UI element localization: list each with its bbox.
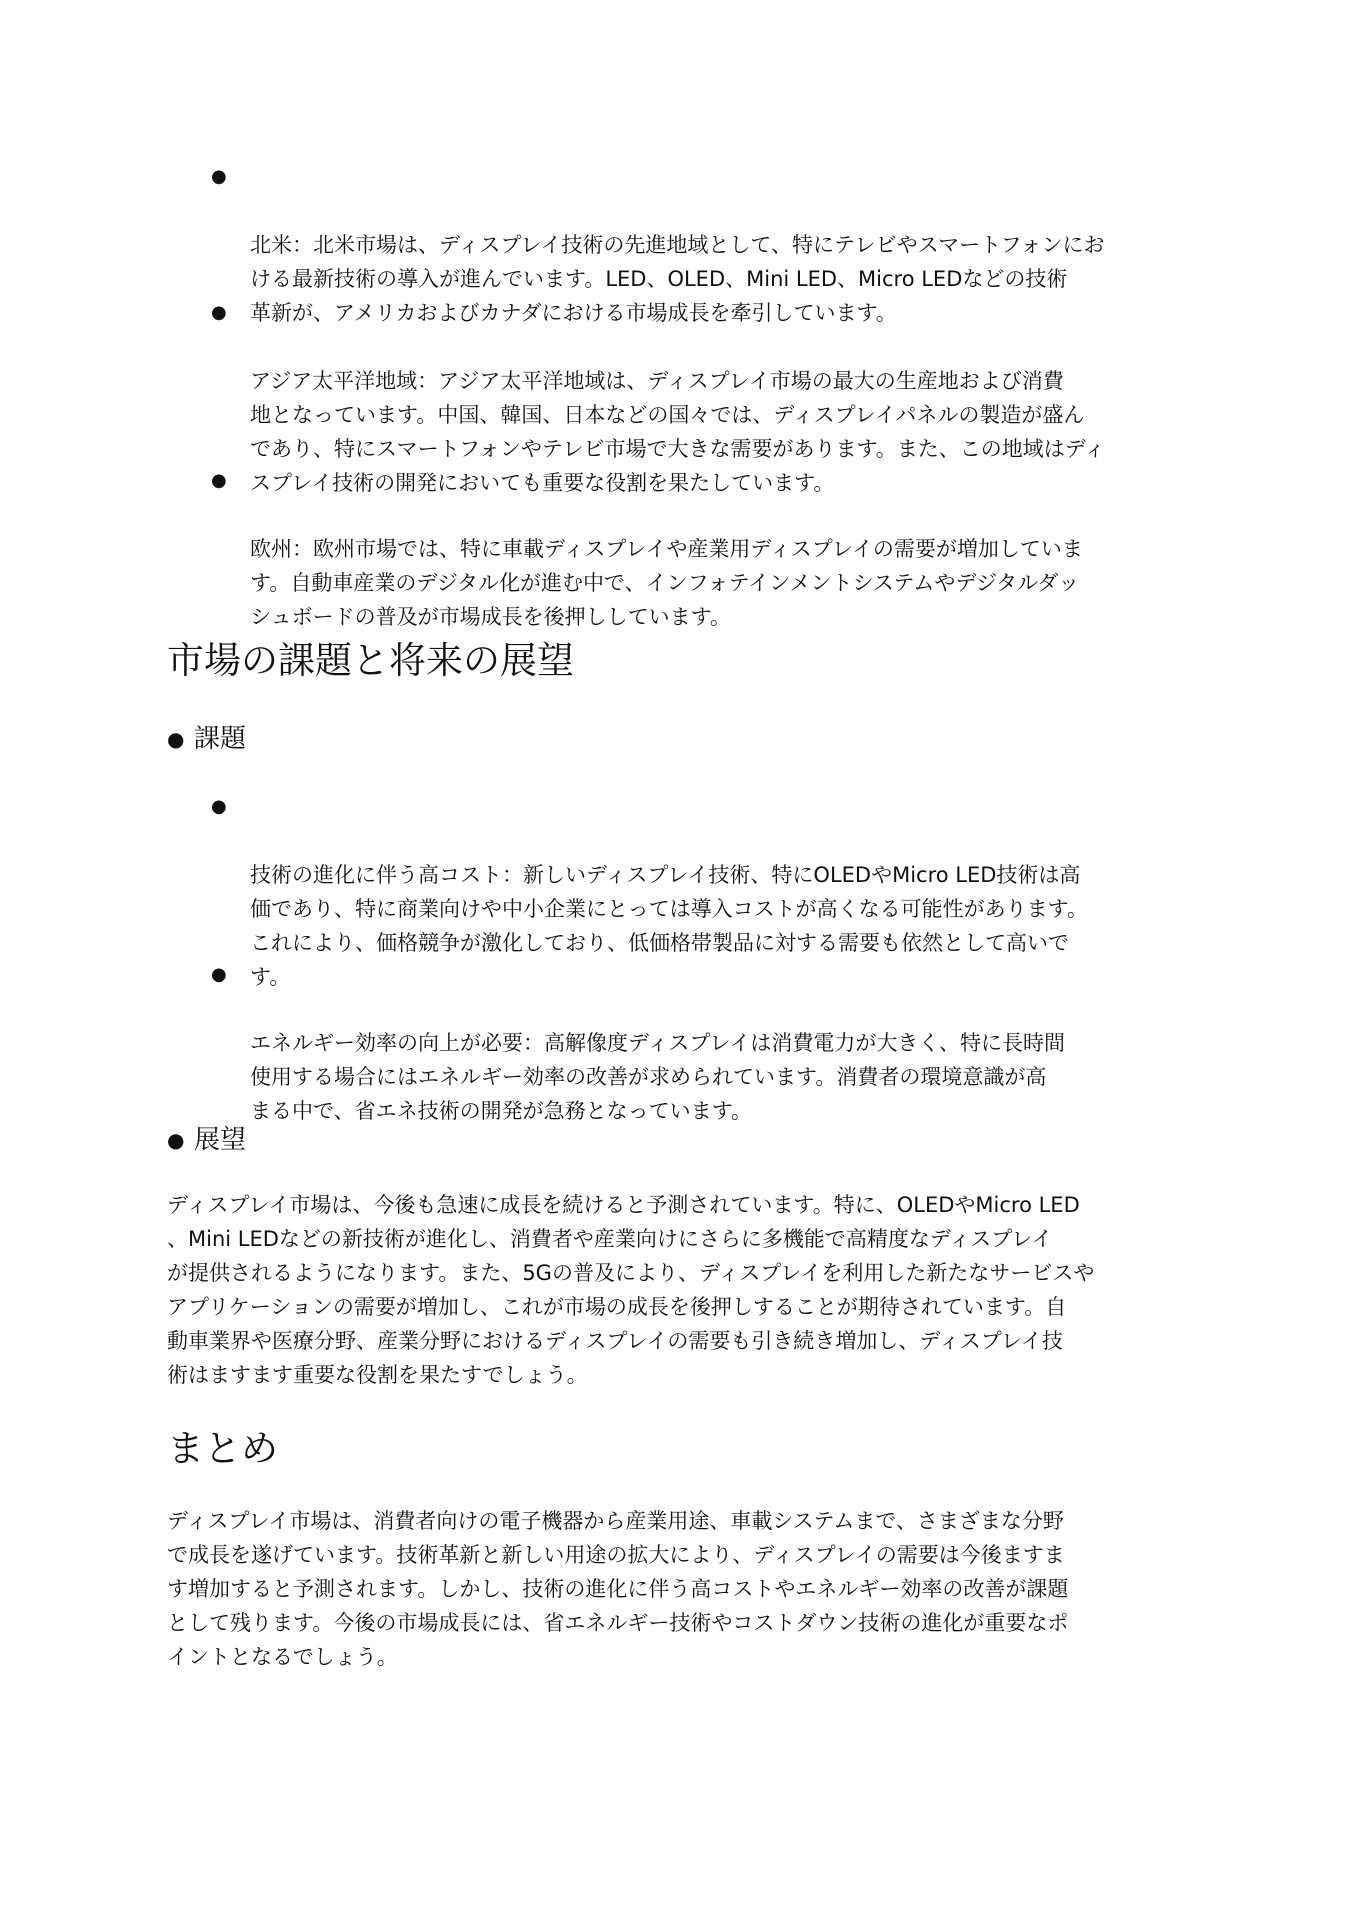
region-bullet-europe	[167, 464, 1285, 634]
region-text: アジア太平洋地域：アジア太平洋地域は、ディスプレイ市場の最大の生産地および消費 地となっています。中国、韓国、日本などの国々では、ディスプレイパネルの製造が盛ん であり、特にスマートフォンやテレビ市場で大きな需要があります。また、この地域はディ スプレイ技術の開発においても重要な役割を果たしています。	[250, 369, 1106, 495]
region-text: 北米：北米市場は、ディスプレイ技術の先進地域として、特にテレビやスマートフォンにお ける最新技術の導入が進んでいます。LED、OLED、Mini LED、Micro LEDなどの技術 革新が、アメリカおよびカナダにおける市場成長を牽引しています。	[250, 233, 1105, 325]
bullet-dot-icon: ●	[211, 166, 227, 187]
section-title-summary: まとめ	[167, 1427, 278, 1470]
challenges-heading	[167, 722, 246, 756]
challenges-heading-label: 課題	[194, 724, 247, 754]
bullet-dot-icon: ●	[211, 302, 227, 323]
bullet-dot-icon: ●	[167, 727, 185, 751]
region-text: 欧州：欧州市場では、特に車載ディスプレイや産業用ディスプレイの需要が増加していま す。自動車産業のデジタル化が進む中で、インフォテインメントシステムやデジタルダッ シュボードの普及が市場成長を後押ししています。	[250, 537, 1083, 629]
challenge-bullet-energy	[167, 958, 1285, 1128]
summary-paragraph: ディスプレイ市場は、消費者向けの電子機器から産業用途、車載システムまで、さまざまな分野 で成長を遂げています。技術革新と新しい用途の拡大により、ディスプレイの需要は今後ますま す増加すると予測されます。しかし、技術の進化に伴う高コストやエネルギー効率の改善が課題 として残ります。今後の市場成長には、省エネルギー技術やコストダウン技術の進化が重要なポ イントとなるでしょう。	[167, 1509, 1069, 1669]
bullet-dot-icon: ●	[211, 796, 227, 817]
challenge-text: エネルギー効率の向上が必要：高解像度ディスプレイは消費電力が大きく、特に長時間 使用する場合にはエネルギー効率の改善が求められています。消費者の環境意識が高 まる中で、省エネ技術の開発が急務となっています。	[250, 1031, 1066, 1123]
bullet-dot-icon: ●	[167, 1128, 185, 1152]
challenge-text: 技術の進化に伴う高コスト：新しいディスプレイ技術、特にOLEDやMicro LED技術は高 価であり、特に商業向けや中小企業にとっては導入コストが高くなる可能性があります。 これにより、価格競争が激化しており、低価格帯製品に対する需要も依然として高いで す。	[250, 863, 1088, 989]
bullet-dot-icon: ●	[211, 964, 227, 985]
outlook-heading	[167, 1123, 246, 1157]
outlook-paragraph: ディスプレイ市場は、今後も急速に成長を続けると予測されています。特に、OLEDやMicro LED 、Mini LEDなどの新技術が進化し、消費者や産業向けにさらに多機能で高精度なディスプレイ が提供されるようになります。また、5Gの普及により、ディスプレイを利用した新たなサービスや アプリケーションの需要が増加し、これが市場の成長を後押しすることが期待されています。自 動車業界や医療分野、産業分野におけるディスプレイの需要も引き続き増加し、ディスプレイ技 術はますます重要な役割を果たすでしょう。	[167, 1193, 1095, 1387]
section-title-challenges: 市場の課題と将来の展望	[167, 639, 574, 682]
bullet-dot-icon: ●	[211, 470, 227, 491]
outlook-heading-label: 展望	[194, 1125, 247, 1155]
